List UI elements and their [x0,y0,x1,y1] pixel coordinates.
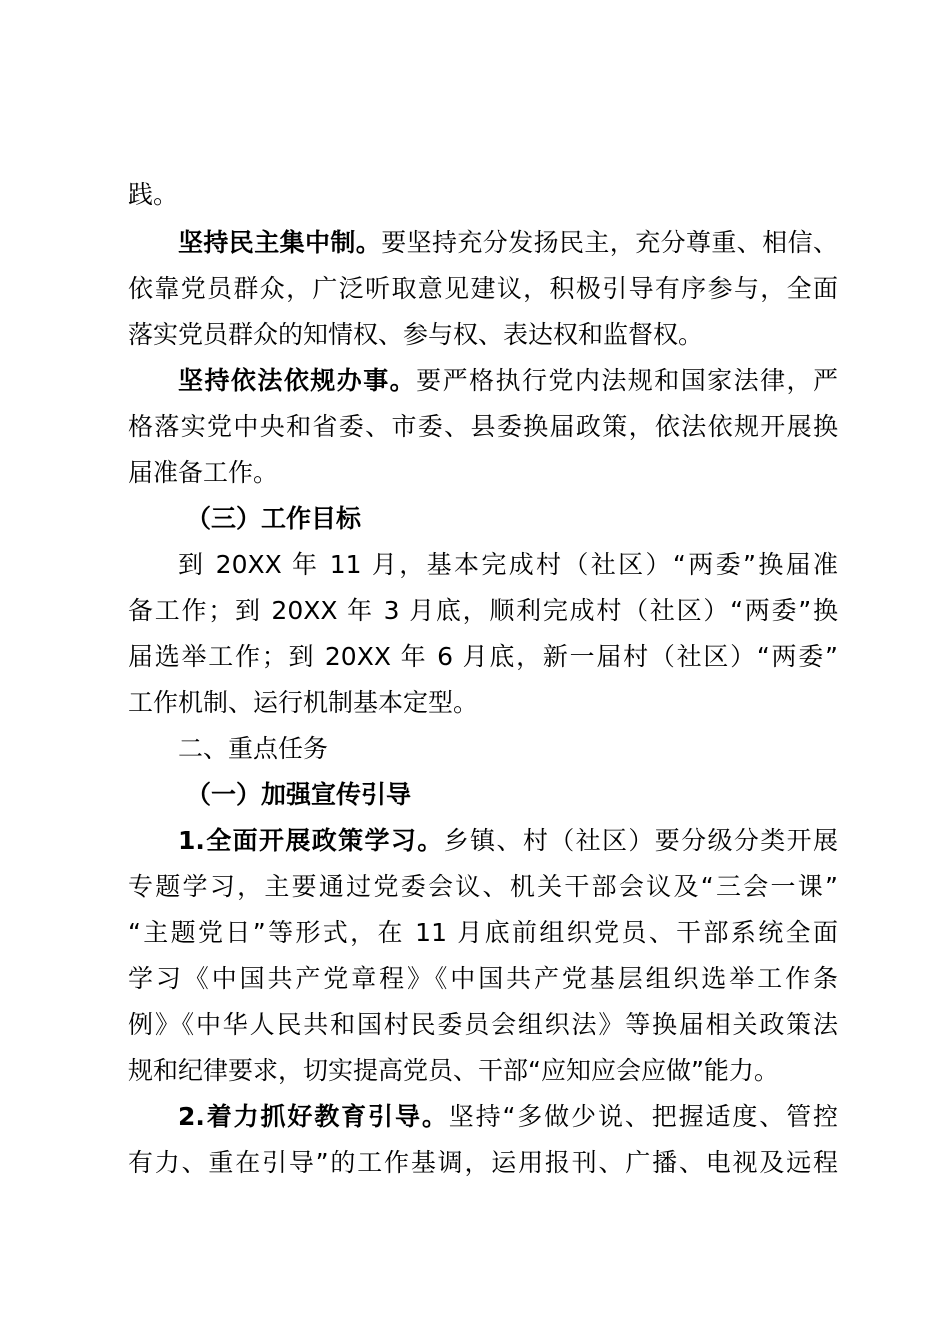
section-subheading [186,772,411,818]
text-line [128,634,838,680]
bold-lead: 坚持依法依规办事。 [178,366,417,395]
text-line [178,542,838,588]
line-text: 例》《中华人民共和国村民委员会组织法》等换届相关政策法 [128,1010,838,1039]
paragraph-heading-line [178,358,838,404]
text-line [128,172,838,218]
text-line [128,450,838,496]
line-text: 届选举工作；到 20XX 年 6 月底，新一届村（社区）“两委” [128,642,838,671]
text-line [128,266,838,312]
line-text: 坚持“多做少说、把握适度、管控 [448,1102,838,1131]
line-text: 要坚持充分发扬民主，充分尊重、相信、 [381,228,838,257]
paragraph-heading-line [178,1094,838,1140]
line-text: 乡镇、村（社区）要分级分类开展 [443,826,838,855]
text-line [128,956,838,1002]
bold-lead: 2.着力抓好教育引导。 [178,1102,449,1131]
line-text: 践。 [128,180,179,209]
text-line [128,680,838,726]
paragraph-heading-line [178,818,838,864]
text-line [128,1048,838,1094]
bold-lead: 坚持民主集中制。 [178,228,382,257]
text-line [128,404,838,450]
bold-lead: 1.全面开展政策学习。 [178,826,444,855]
text-line [128,1002,838,1048]
subheading-text: （三）工作目标 [186,504,362,533]
line-text: “主题党日”等形式，在 11 月底前组织党员、干部系统全面 [128,918,838,947]
line-text: 规和纪律要求，切实提高党员、干部“应知应会应做”能力。 [128,1056,779,1085]
line-text: 依靠党员群众，广泛听取意见建议，积极引导有序参与，全面 [128,274,838,303]
section-subheading [186,496,361,542]
line-text: 学习《中国共产党章程》《中国共产党基层组织选举工作条 [128,964,838,993]
text-line [128,910,838,956]
text-line [128,588,838,634]
text-line [128,312,838,358]
line-text: 届准备工作。 [128,458,279,487]
text-line [128,864,838,910]
line-text: 有力、重在引导”的工作基调，运用报刊、广播、电视及远程 [128,1148,838,1177]
section-heading [178,726,328,772]
text-line [128,1140,838,1186]
line-text: 落实党员群众的知情权、参与权、表达权和监督权。 [128,320,704,349]
subheading-text: （一）加强宣传引导 [186,780,412,809]
heading-text: 二、重点任务 [178,734,329,763]
paragraph-heading-line [178,220,838,266]
line-text: 工作机制、运行机制基本定型。 [128,688,479,717]
line-text: 到 20XX 年 11 月，基本完成村（社区）“两委”换届准 [178,550,838,579]
line-text: 要严格执行党内法规和国家法律，严 [416,366,838,395]
line-text: 备工作；到 20XX 年 3 月底，顺利完成村（社区）“两委”换 [128,596,838,625]
line-text: 专题学习，主要通过党委会议、机关干部会议及“三会一课” [128,872,838,901]
line-text: 格落实党中央和省委、市委、县委换届政策，依法依规开展换 [128,412,838,441]
